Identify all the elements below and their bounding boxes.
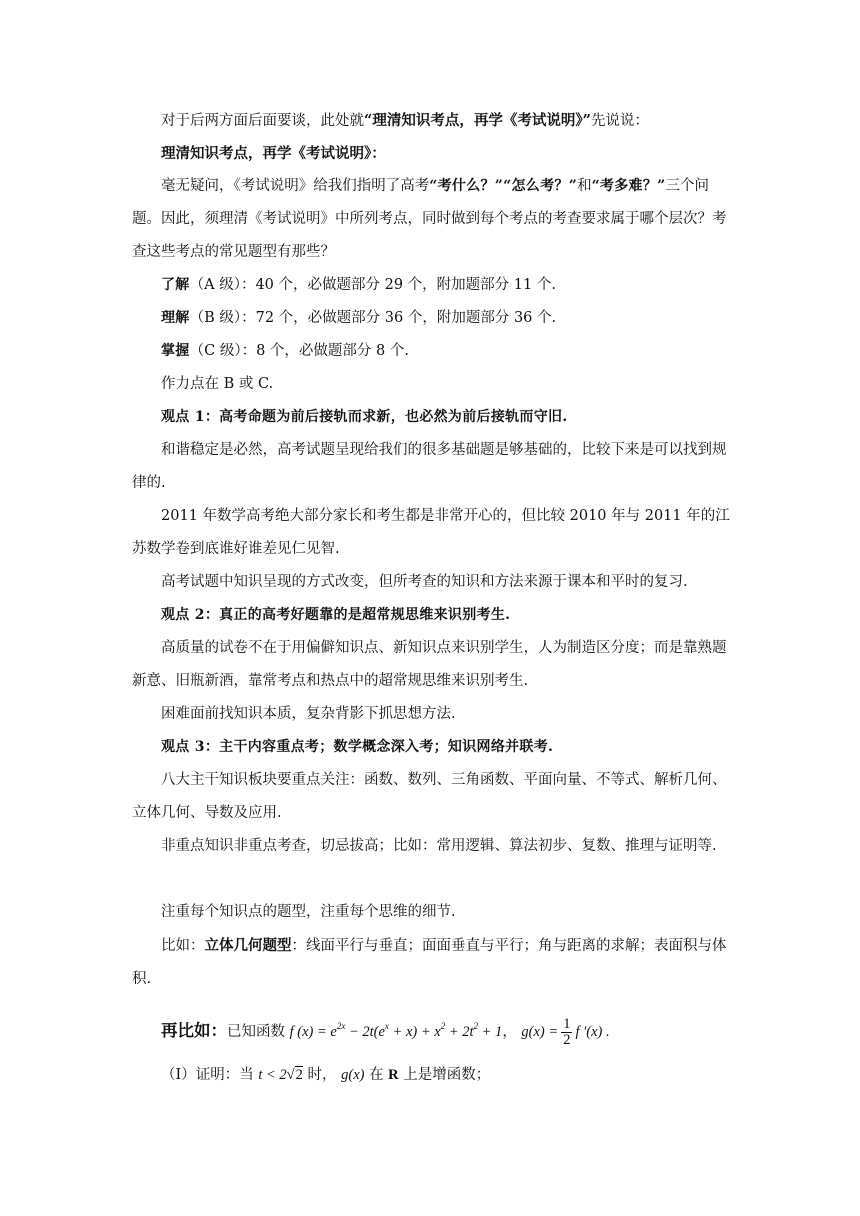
text: ：线面平行与垂直；面面垂直与平行；角与距离的求解；表面积与体积. [132, 938, 727, 987]
text: 时， [307, 1067, 337, 1083]
sup: x [384, 1021, 389, 1031]
intro-emphasis: “理清知识考点，再学《考试说明》” [364, 112, 591, 129]
paragraph-4: 高质量的试卷不在于用偏僻知识点、新知识点来识别学生，人为制造区分度；而是靠熟题新意、旧瓶新酒，靠常考点和热点中的超常规思维来识别考生. [132, 640, 727, 689]
function-g [521, 1024, 558, 1040]
math: + 2t [445, 1024, 474, 1040]
viewpoint-2: 观点 2：真正的高考好题靠的是超常规思维来识别考生. [161, 607, 511, 623]
text: 在 [369, 1067, 384, 1083]
numerator: 1 [563, 1015, 571, 1032]
paragraph-7: 非重点知识非重点考查，切忌拔高；比如：常用逻辑、算法初步、复数、推理与证明等. [161, 838, 717, 854]
sep: ， [502, 1024, 517, 1040]
paragraph-1: 和谐稳定是必然，高考试题呈现给我们的很多基础题是够基础的，比较下来是可以找到规律的. [132, 442, 727, 491]
level-b-text: （B 级）：72 个，必做题部分 36 个，附加题部分 36 个. [189, 310, 557, 326]
text: （I）证明：当 [161, 1067, 254, 1083]
math: − 2t(e [345, 1024, 385, 1040]
section-heading: 理清知识考点，再学《考试说明》： [161, 145, 386, 162]
fraction-half [561, 1017, 572, 1048]
paragraph-5: 困难面前找知识本质，复杂背影下抓思想方法. [161, 706, 456, 722]
sqrt-arg: 2 [295, 1067, 303, 1083]
paragraph-9 [132, 929, 732, 996]
level-b-line [161, 302, 761, 335]
example-line [161, 1004, 761, 1054]
emphasis: 立体几何题型 [204, 937, 292, 954]
intro-tail: 先说说： [590, 113, 649, 129]
level-a-line [161, 269, 761, 302]
math: g(x) = [521, 1024, 559, 1040]
emphasis: “考多难？” [591, 178, 666, 194]
math: + 1 [478, 1024, 503, 1040]
sup: 2 [440, 1021, 446, 1031]
function-f [289, 1021, 503, 1040]
math: f (x) = e [289, 1024, 337, 1040]
text: 毫无疑问，《考试说明》给我们指明了高考 [161, 178, 430, 194]
level-c-line [161, 335, 761, 368]
paragraph-8: 注重每个知识点的题型，注重每个思维的细节. [161, 904, 456, 920]
text: 上是增函数； [403, 1067, 491, 1083]
example-label: 再比如： [161, 1021, 227, 1040]
viewpoint-1: 观点 1：高考命题为前后接轨而求新，也必然为前后接轨而守旧. [161, 409, 568, 425]
question-1: （I）证明：当 t < 2√2 时， g(x) 在 R 上是增函数； [161, 1067, 491, 1083]
real-set: R [388, 1067, 399, 1083]
level-c-label: 掌握 [161, 343, 190, 359]
viewpoint-3: 观点 3：主干内容重点考；数学概念深入考；知识网络并联考. [161, 739, 554, 755]
math: g(x) [341, 1067, 365, 1083]
sup: 2x [336, 1021, 346, 1031]
math: t < 2 [258, 1067, 287, 1083]
emphasis: “考什么？”“怎么考？” [429, 178, 578, 194]
level-b-label: 理解 [161, 310, 190, 326]
paragraph-exam-guide [132, 170, 732, 269]
sup: 2 [473, 1021, 479, 1031]
text: 和 [577, 178, 592, 194]
text: 三个问题。因此，须理清《考试说明》中所列考点，同时做到每个考点的考查要求属于哪个层次？考查这些考点的常见题型有那些？ [132, 178, 727, 260]
focus-line: 作力点在 B 或 C. [161, 376, 274, 392]
intro-text: 对于后两方面后面要谈，此处就 [161, 113, 364, 129]
paragraph-6: 八大主干知识板块要重点关注：函数、数列、三角函数、平面向量、不等式、解析几何、立体几何、导数及应用. [132, 772, 727, 821]
text: 比如： [161, 938, 205, 954]
paragraph-3: 高考试题中知识呈现的方式改变，但所考查的知识和方法来源于课本和平时的复习. [161, 574, 688, 590]
example-text: 已知函数 [227, 1024, 285, 1040]
intro-line [161, 104, 761, 138]
level-a-label: 了解 [161, 277, 190, 293]
denominator: 2 [563, 1031, 571, 1048]
paragraph-2: 2011 年数学高考绝大部分家长和考生都是非常开心的，但比较 2010 年与 2011 年的江苏数学卷到底谁好谁差见仁见智. [132, 508, 730, 557]
math: + x) + x [388, 1024, 441, 1040]
math: f ′(x) . [575, 1024, 610, 1040]
level-c-text: （C 级）：8 个，必做题部分 8 个. [189, 343, 409, 359]
level-a-text: （A 级）：40 个，必做题部分 29 个，附加题部分 11 个. [189, 277, 556, 293]
